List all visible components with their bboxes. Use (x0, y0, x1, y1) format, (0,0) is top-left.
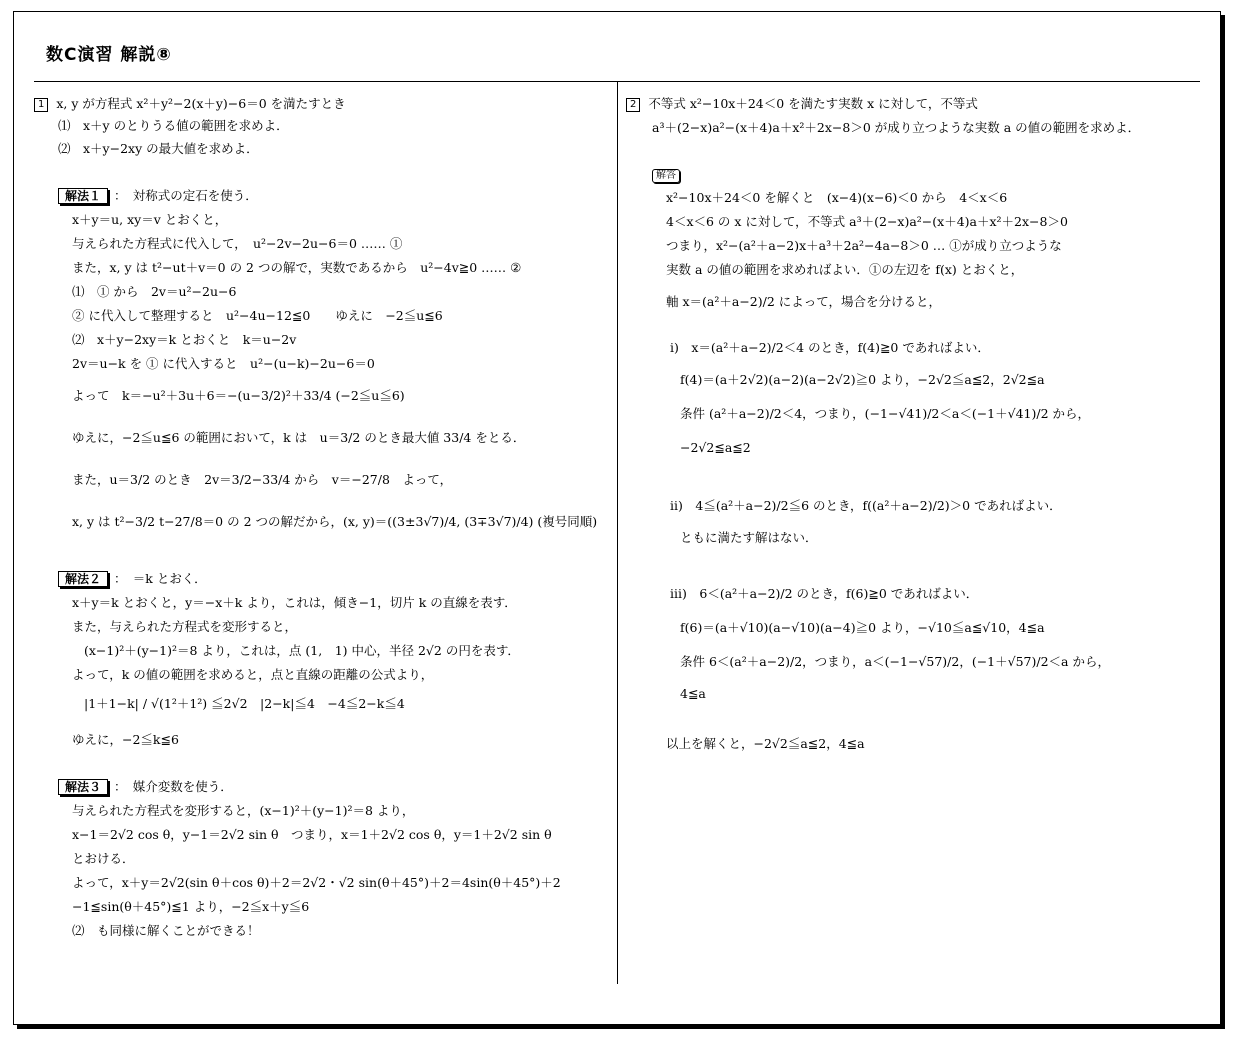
text-line: よって，x＋y＝2√2(sin θ＋cos θ)＋2＝2√2・√2 sin(θ＋45°)＋2＝4sin(θ＋45°)＋2 (72, 875, 561, 890)
text-line: 軸 x＝(a²＋a−2)/2 によって，場合を分けると， (666, 294, 942, 309)
text-line: また，与えられた方程式を変形すると， (72, 619, 298, 634)
text-line: 不等式 x²−10x＋24＜0 を満たす実数 x に対して，不等式 (648, 96, 978, 111)
text-line: x−1＝2√2 cos θ，y−1＝2√2 sin θ つまり，x＝1＋2√2 cos θ，y＝1＋2√2 sin θ (72, 827, 552, 842)
text-line: 条件 (a²＋a−2)/2＜4，つまり，(−1−√41)/2＜a＜(−1＋√41)/2 から， (680, 406, 1091, 421)
case-iii: ⅲ) 6＜(a²＋a−2)/2 のとき，f(6)≧0 であればよい． (670, 586, 979, 601)
text-line: x²−10x＋24＜0 を解くと (x−4)(x−6)＜0 から 4＜x＜6 (666, 190, 1008, 205)
case-i: ⅰ) x＝(a²＋a−2)/2＜4 のとき，f(4)≧0 であればよい． (670, 340, 990, 355)
answer-label (652, 162, 680, 186)
method-label: 解法１ (58, 188, 108, 204)
question-2: ⑵ x＋y−2xy の最大値を求めよ． (58, 141, 259, 156)
text-line: ： 対称式の定石を使う． (114, 188, 258, 203)
text-line: |1＋1−k| / √(1²＋1²) ≦2√2 |2−k|≦4 −4≦2−k≦4 (84, 696, 405, 711)
worksheet-page (13, 11, 1221, 1025)
text-line: 実数 a の値の範囲を求めればよい．①の左辺を f(x) とおくと， (666, 262, 1024, 277)
text-line: 2v＝u−k を ① に代入すると u²−(u−k)−2u−6＝0 (72, 356, 375, 371)
text-line: また，x, y は t²−ut＋v＝0 の 2 つの解で，実数であるから u²−4v≧0 …… ② (72, 260, 522, 275)
text-line: 4≦a (680, 686, 706, 701)
kaitou-badge: 解答 (652, 169, 680, 183)
text-line: x, y が方程式 x²＋y²−2(x＋y)−6＝0 を満たすとき (56, 96, 346, 111)
text-line: −1≦sin(θ＋45°)≦1 より，−2≦x＋y≦6 (72, 899, 310, 914)
text-line: x, y は t²−3/2 t−27/8＝0 の 2 つの解だから，(x, y)＝((3±3√7)/4, (3∓3√7)/4) (複号同順) (72, 514, 598, 529)
text-line: ： 媒介変数を使う． (114, 779, 233, 794)
text-line: ゆえに，−2≦k≦6 (72, 732, 179, 747)
text-line: ⑵ x＋y−2xy＝k とおくと k＝u−2v (72, 332, 297, 347)
text-line: 4＜x＜6 の x に対して，不等式 a³＋(2−x)a²−(x＋4)a＋x²＋2x−8＞0 (666, 214, 1068, 229)
text-line: f(6)＝(a＋√10)(a−√10)(a−4)≧0 より，−√10≦a≦√10，4≦a (680, 620, 1045, 635)
page-title: 数C演習 解説⑧ (46, 45, 172, 65)
method-label: 解法２ (58, 571, 108, 587)
text-line: 条件 6＜(a²＋a−2)/2，つまり，a＜(−1−√57)/2，(−1＋√57)/2＜a から， (680, 654, 1110, 669)
method-1-heading (58, 184, 258, 208)
text-line: a³＋(2−x)a²−(x＋4)a＋x²＋2x−8＞0 が成り立つような実数 a の値の範囲を求めよ． (652, 120, 1141, 135)
method-label: 解法３ (58, 779, 108, 795)
text-line: つまり，x²−(a²＋a−2)x＋a³＋2a²−4a−8＞0 … ①が成り立つような (666, 238, 1062, 253)
text-line: 与えられた方程式を変形すると，(x−1)²＋(y−1)²＝8 より， (72, 803, 415, 818)
text-line: ： ＝k とおく． (114, 571, 207, 586)
text-line: よって k＝−u²＋3u＋6＝−(u−3/2)²＋33/4 (−2≦u≦6) (72, 388, 405, 403)
problem-2-statement (626, 92, 978, 116)
problem-1-statement (34, 92, 346, 116)
question-1: ⑴ x＋y のとりうる値の範囲を求めよ． (58, 118, 289, 133)
text-line: ⑵ も同様に解くことができる！ (72, 923, 260, 938)
text-line: −2√2≦a≦2 (680, 440, 751, 455)
text-line: また，u＝3/2 のとき 2v＝3/2−33/4 から v＝−27/8 よって， (72, 472, 453, 487)
text-line: ともに満たす解はない． (680, 530, 818, 545)
text-line: ⑴ ① から 2v＝u²−2u−6 (72, 284, 237, 299)
text-line: ゆえに，−2≦u≦6 の範囲において，k は u＝3/2 のとき最大値 33/4 をとる． (72, 430, 526, 445)
text-line: x＋y＝k とおくと，y＝−x＋k より，これは，傾き−1，切片 k の直線を表す． (72, 595, 517, 610)
text-line: よって，k の値の範囲を求めると，点と直線の距離の公式より， (72, 667, 434, 682)
text-line: とおける． (72, 851, 135, 866)
conclusion: 以上を解くと，−2√2≦a≦2，4≦a (666, 736, 865, 751)
text-line: f(4)＝(a＋2√2)(a−2)(a−2√2)≧0 より，−2√2≦a≦2，2√2≦a (680, 372, 1045, 387)
text-line: 与えられた方程式に代入して， u²−2v−2u−6＝0 …… ① (72, 236, 403, 251)
text-line: ② に代入して整理すると u²−4u−12≦0 ゆえに −2≦u≦6 (72, 308, 443, 323)
column-divider (617, 82, 618, 984)
text-line: (x−1)²＋(y−1)²＝8 より，これは，点 (1, 1) 中心，半径 2√2 の円を表す． (84, 643, 520, 658)
text-line: x＋y＝u, xy＝v とおくと， (72, 212, 228, 227)
method-3-heading (58, 775, 233, 799)
problem-number: 1 (34, 98, 48, 112)
method-2-heading (58, 567, 207, 591)
problem-number: 2 (626, 98, 640, 112)
case-ii: ⅱ) 4≦(a²＋a−2)/2≦6 のとき，f((a²＋a−2)/2)＞0 であればよい． (670, 498, 1062, 513)
